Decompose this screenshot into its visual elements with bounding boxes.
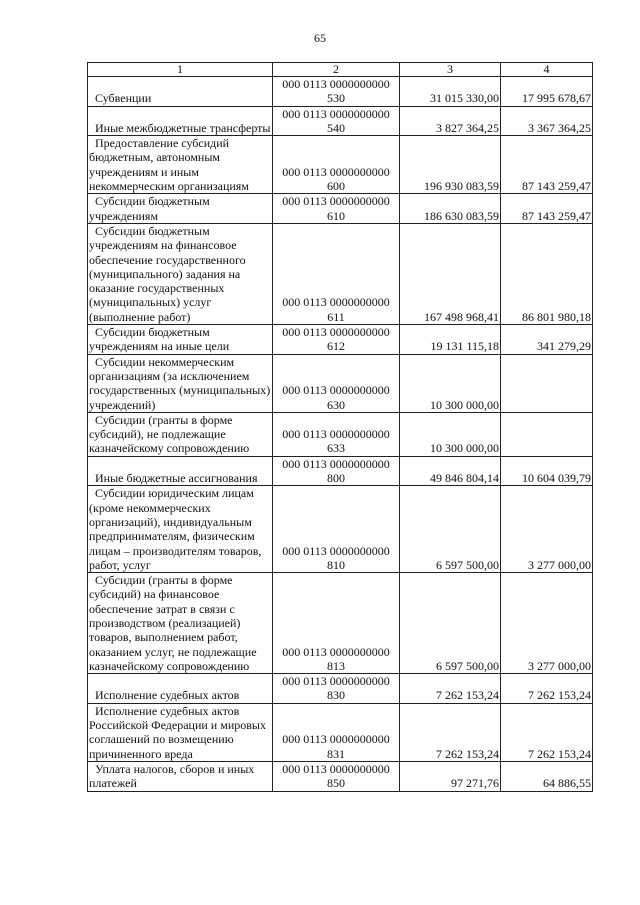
row-code-cell [273, 325, 400, 355]
row-code-prefix: 000 0113 0000000000 [282, 295, 390, 310]
row-code-prefix: 000 0113 0000000000 [282, 543, 390, 558]
row-name: Субвенции [95, 91, 152, 106]
row-value-col4: 3 277 000,00 [501, 573, 593, 674]
row-code-suffix: 810 [327, 557, 345, 572]
table-row [88, 77, 593, 107]
row-name-cell [88, 136, 273, 194]
table-row [88, 354, 593, 412]
row-value-col4: 86 801 980,18 [501, 223, 593, 324]
row-name: Иные бюджетные ассигнования [95, 471, 258, 486]
row-value-col3: 7 262 153,24 [400, 674, 501, 704]
row-value-col3: 10 300 000,00 [400, 412, 501, 456]
row-code-cell [273, 486, 400, 573]
row-name: Уплата налогов, сборов и иных платежей [89, 761, 255, 791]
table-row [88, 486, 593, 573]
table-row [88, 325, 593, 355]
column-header-4: 4 [501, 63, 593, 77]
row-code-suffix: 800 [327, 471, 345, 486]
row-code-cell [273, 354, 400, 412]
row-code-cell [273, 194, 400, 224]
row-name-cell [88, 354, 273, 412]
row-code-suffix: 540 [327, 120, 345, 135]
row-name-cell [88, 106, 273, 136]
row-name-cell [88, 674, 273, 704]
row-name: Исполнение судебных актов [95, 688, 240, 703]
row-value-col3: 167 498 968,41 [400, 223, 501, 324]
row-code-prefix: 000 0113 0000000000 [282, 325, 390, 340]
row-value-col3: 19 131 115,18 [400, 325, 501, 355]
row-value-col4: 87 143 259,47 [501, 194, 593, 224]
row-code-suffix: 610 [327, 208, 345, 223]
row-code-suffix: 830 [327, 688, 345, 703]
row-name-cell [88, 703, 273, 761]
budget-table [87, 62, 593, 792]
row-code-prefix: 000 0113 0000000000 [282, 761, 390, 776]
row-code-cell [273, 106, 400, 136]
page-number: 65 [314, 31, 326, 45]
row-value-col3: 6 597 500,00 [400, 573, 501, 674]
row-code-cell [273, 761, 400, 791]
row-name: Субсидии бюджетным учреждениям на иные цели [89, 325, 230, 354]
row-code-suffix: 600 [327, 179, 345, 194]
row-name-cell [88, 761, 273, 791]
row-value-col3: 10 300 000,00 [400, 354, 501, 412]
row-code-prefix: 000 0113 0000000000 [282, 456, 390, 471]
row-value-col4: 87 143 259,47 [501, 136, 593, 194]
row-value-col3: 49 846 804,14 [400, 456, 501, 486]
row-code-prefix: 000 0113 0000000000 [282, 194, 390, 209]
row-name: Субсидии бюджетным учреждениям [89, 194, 210, 223]
table-row [88, 703, 593, 761]
row-code-cell [273, 136, 400, 194]
row-value-col3: 186 630 083,59 [400, 194, 501, 224]
row-name-cell [88, 456, 273, 486]
row-value-col3: 196 930 083,59 [400, 136, 501, 194]
row-code-cell [273, 223, 400, 324]
row-code-cell [273, 573, 400, 674]
row-name: Субсидии юридическим лицам (кроме некоммерческих организаций), индивидуальным предпринимателям, физическим лицам – производителям товаров, работ, услуг [89, 486, 262, 572]
column-header-2: 2 [273, 63, 400, 77]
row-code-cell [273, 456, 400, 486]
row-code-suffix: 813 [327, 658, 345, 673]
row-code-suffix: 633 [327, 441, 345, 456]
row-code-prefix: 000 0113 0000000000 [282, 164, 390, 179]
row-value-col4: 3 367 364,25 [501, 106, 593, 136]
row-code-cell [273, 412, 400, 456]
table-body [88, 77, 593, 792]
row-code-prefix: 000 0113 0000000000 [282, 77, 390, 91]
row-code-prefix: 000 0113 0000000000 [282, 427, 390, 442]
table-row [88, 412, 593, 456]
row-code-cell [273, 77, 400, 107]
row-code-prefix: 000 0113 0000000000 [282, 732, 390, 747]
row-code-suffix: 850 [327, 776, 345, 791]
row-value-col4: 7 262 153,24 [501, 703, 593, 761]
row-name-cell [88, 573, 273, 674]
row-name-cell [88, 223, 273, 324]
row-name: Субсидии (гранты в форме субсидий) на финансовое обеспечение затрат в связи с производством (реализацией) товаров, выполнением работ, оказанием услуг, не подлежащие казначейскому сопровождению [89, 573, 257, 673]
row-value-col4 [501, 354, 593, 412]
table-row [88, 106, 593, 136]
table-row [88, 456, 593, 486]
row-value-col3: 7 262 153,24 [400, 703, 501, 761]
table-row [88, 573, 593, 674]
table-row [88, 136, 593, 194]
table-row [88, 674, 593, 704]
header-row [88, 63, 593, 77]
row-name: Субсидии некоммерческим организациям (за исключением государственных (муниципальных) учреждений) [89, 354, 271, 412]
row-code-prefix: 000 0113 0000000000 [282, 674, 390, 689]
table-row [88, 223, 593, 324]
row-name-cell [88, 486, 273, 573]
row-code-suffix: 611 [327, 309, 345, 324]
row-value-col3: 97 271,76 [400, 761, 501, 791]
row-code-suffix: 612 [327, 339, 345, 354]
table-row [88, 761, 593, 791]
row-value-col4: 341 279,29 [501, 325, 593, 355]
row-code-cell [273, 674, 400, 704]
column-header-3: 3 [400, 63, 501, 77]
row-code-prefix: 000 0113 0000000000 [282, 383, 390, 398]
row-code-suffix: 630 [327, 397, 345, 412]
table-row [88, 194, 593, 224]
row-value-col3: 31 015 330,00 [400, 77, 501, 107]
row-name: Иные межбюджетные трансферты [95, 120, 271, 135]
row-value-col4: 64 886,55 [501, 761, 593, 791]
row-code-cell [273, 703, 400, 761]
table-header [88, 63, 593, 77]
row-value-col3: 3 827 364,25 [400, 106, 501, 136]
row-code-suffix: 530 [327, 91, 345, 106]
row-name: Предоставление субсидий бюджетным, автономным учреждениям и иным некоммерческим организациям [89, 136, 249, 194]
column-header-1: 1 [88, 63, 273, 77]
row-value-col4: 7 262 153,24 [501, 674, 593, 704]
row-name-cell [88, 77, 273, 107]
row-name: Субсидии бюджетным учреждениям на финансовое обеспечение государственного (муниципального) задания на оказание государственных (муниципальных) услуг (выполнение работ) [89, 223, 246, 324]
row-code-prefix: 000 0113 0000000000 [282, 644, 390, 659]
row-value-col4: 3 277 000,00 [501, 486, 593, 573]
row-value-col4 [501, 412, 593, 456]
row-value-col4: 10 604 039,79 [501, 456, 593, 486]
row-value-col4: 17 995 678,67 [501, 77, 593, 107]
row-name-cell [88, 412, 273, 456]
row-name: Субсидии (гранты в форме субсидий), не подлежащие казначейскому сопровождению [89, 412, 250, 456]
row-value-col3: 6 597 500,00 [400, 486, 501, 573]
row-name-cell [88, 325, 273, 355]
row-name-cell [88, 194, 273, 224]
row-code-prefix: 000 0113 0000000000 [282, 106, 390, 121]
row-name: Исполнение судебных актов Российской Федерации и мировых соглашений по возмещению причиненного вреда [89, 703, 266, 761]
row-code-suffix: 831 [327, 746, 345, 761]
